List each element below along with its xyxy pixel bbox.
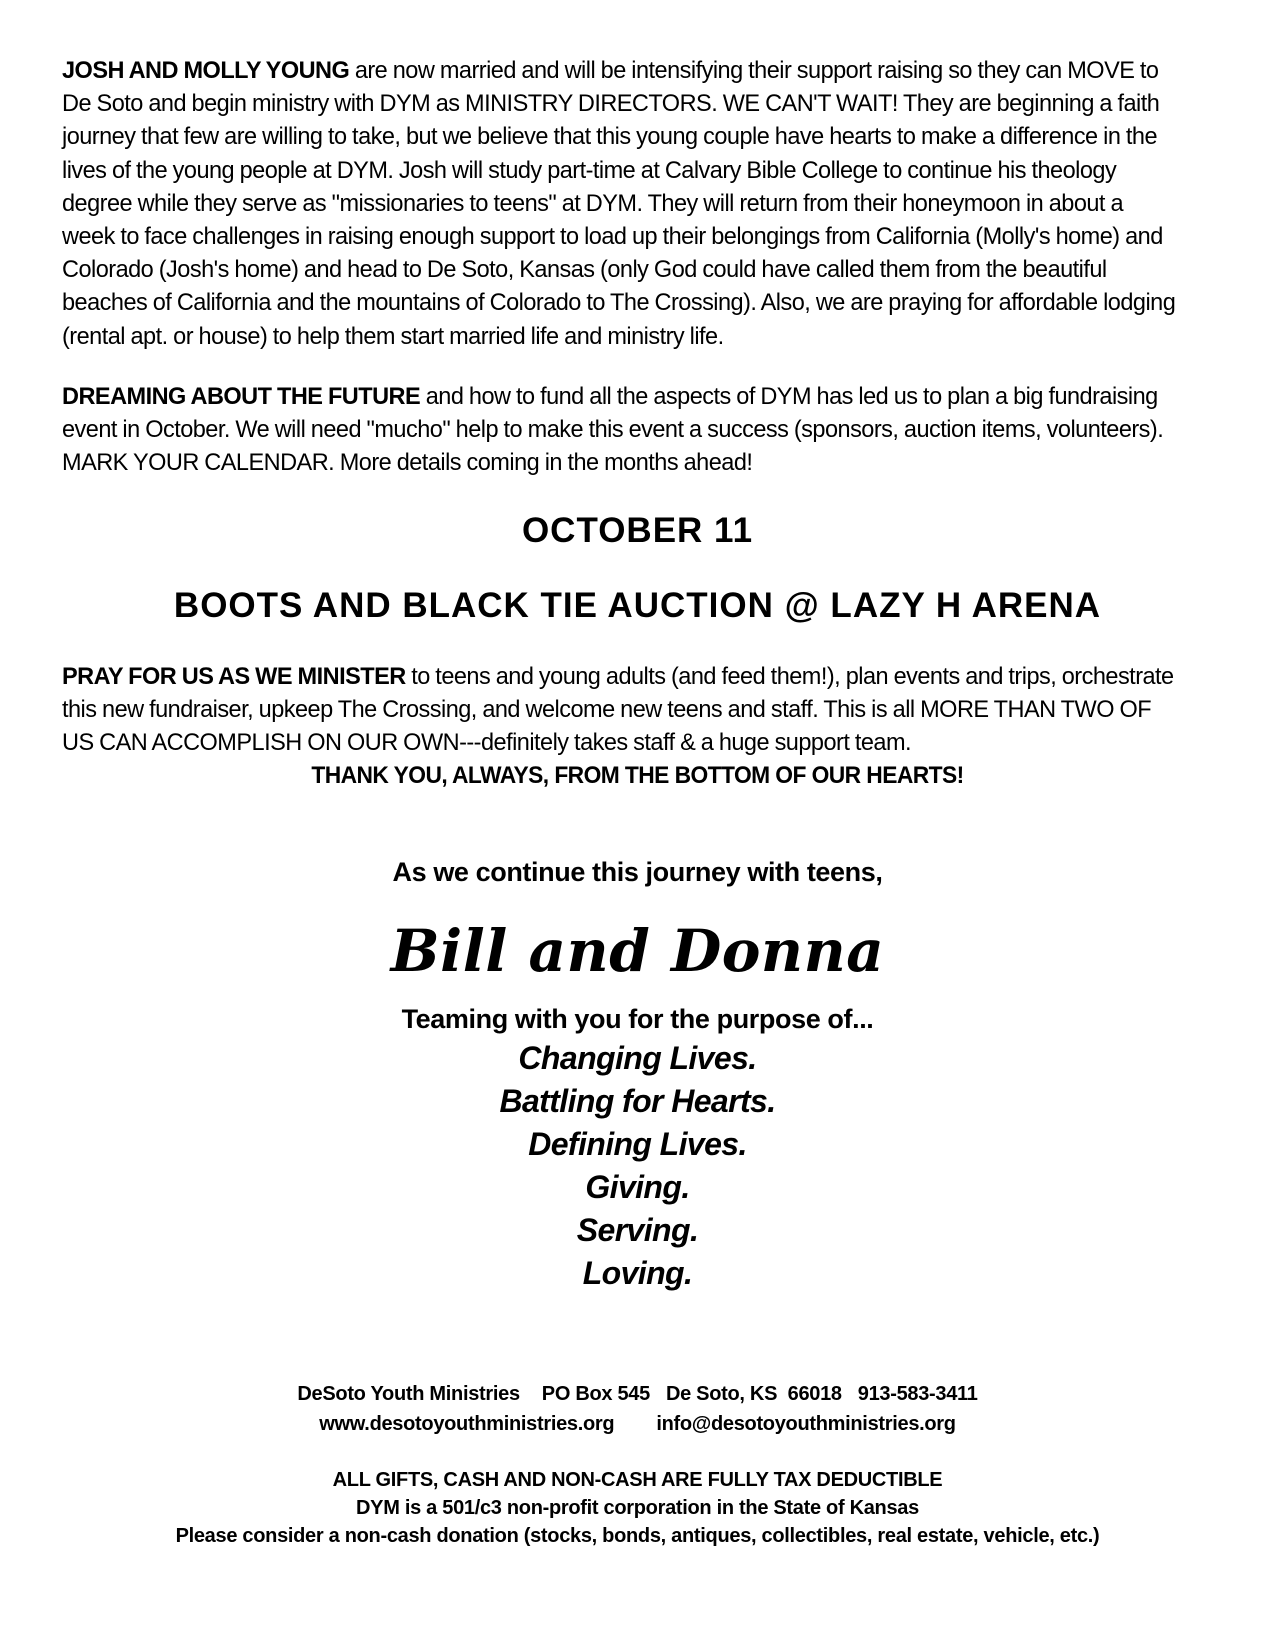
footer-website-link[interactable]: www.desotoyouthministries.org	[319, 1413, 615, 1435]
paragraph-lead: PRAY FOR US AS WE MINISTER	[62, 663, 406, 690]
event-date-heading: OCTOBER 11	[521, 511, 754, 550]
motto-item: Defining Lives.	[528, 1126, 747, 1162]
paragraph-pray	[62, 660, 1176, 760]
paragraph-body: are now married and will be intensifying their support raising so they can MOVE to De Soto and begin ministry with DYM as MINISTRY DIRECTORS. WE CAN'T WAIT! They are beginning a faith journey that few are willing to take, but we believe that this young couple have hearts to make a difference in the lives of the young people at DYM. Josh will study part-time at Calvary Bible College to continue his theology degree while they serve as "missionaries to teens" at DYM. They will return from their honeymoon in about a week to face challenges in raising enough support to load up their belongings from California (Molly's home) and Colorado (Josh's home) and head to De Soto, Kansas (only God could have called them from the beautiful beaches of California and the mountains of Colorado to The Crossing). Also, we are praying for affordable lodging (rental apt. or house) to help them start married life and ministry life.	[62, 57, 1176, 350]
paragraph-dreaming	[62, 380, 1176, 480]
footer-address-line	[0, 1383, 1275, 1406]
motto-item: Changing Lives.	[518, 1040, 757, 1076]
closing-line: As we continue this journey with teens,	[392, 857, 883, 887]
paragraph-lead: JOSH AND MOLLY YOUNG	[62, 57, 350, 84]
paragraph-josh-molly	[62, 54, 1176, 353]
thank-you-line: THANK YOU, ALWAYS, FROM THE BOTTOM OF OUR HEARTS!	[311, 762, 964, 789]
motto-item: Serving.	[576, 1212, 699, 1248]
footer-noncash-line: Please consider a non-cash donation (stocks, bonds, antiques, collectibles, real estate, vehicle, etc.)	[175, 1525, 1100, 1547]
signature: Bill and Donna	[390, 917, 885, 985]
paragraph-body: and how to fund all the aspects of DYM has led us to plan a big fundraising event in October. We will need "mucho" help to make this event a success (sponsors, auction items, volunteers). MARK YOUR CALENDAR. More details coming in the months ahead!	[62, 383, 1164, 477]
motto-item: Loving.	[582, 1255, 693, 1291]
footer-org: DeSoto Youth Ministries	[297, 1383, 520, 1405]
paragraph-body: to teens and young adults (and feed them!), plan events and trips, orchestrate this new fundraiser, upkeep The Crossing, and welcome new teens and staff. This is all MORE THAN TWO OF US CAN ACCOMPLISH ON OUR OWN---definitely takes staff & a huge support team.	[62, 663, 1174, 757]
teaming-line: Teaming with you for the purpose of...	[401, 1004, 874, 1034]
footer-email-link[interactable]: info@desotoyouthministries.org	[656, 1413, 956, 1435]
motto-item: Battling for Hearts.	[499, 1083, 776, 1119]
footer-phone[interactable]: 913-583-3411	[857, 1383, 978, 1405]
paragraph-lead: DREAMING ABOUT THE FUTURE	[62, 383, 421, 410]
footer-tax-line: ALL GIFTS, CASH AND NON-CASH ARE FULLY TAX DEDUCTIBLE	[332, 1469, 943, 1491]
footer-contact-line	[0, 1413, 1275, 1436]
motto-item: Giving.	[585, 1169, 690, 1205]
event-title-heading: BOOTS AND BLACK TIE AUCTION @ LAZY H ARENA	[173, 586, 1102, 625]
footer-nonprofit-line: DYM is a 501/c3 non-profit corporation in the State of Kansas	[356, 1497, 919, 1519]
footer-city: De Soto, KS 66018	[665, 1383, 842, 1405]
footer-po-box: PO Box 545	[541, 1383, 650, 1405]
